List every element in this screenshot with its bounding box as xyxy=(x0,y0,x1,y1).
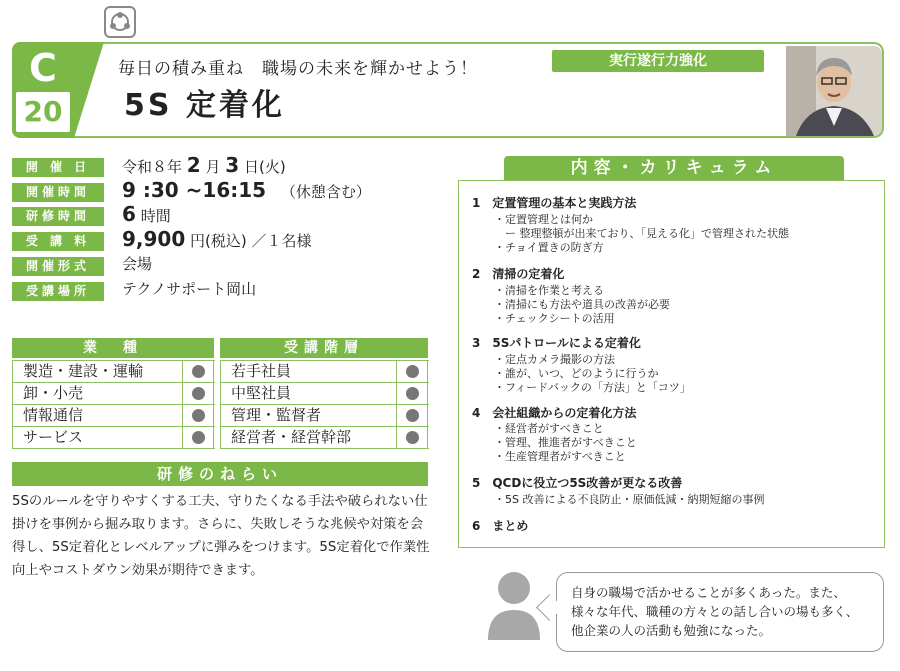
course-title: 5S 定着化 xyxy=(124,88,285,123)
curriculum-item: ・経営者がすべきこと xyxy=(494,422,604,435)
course-code-letter: C xyxy=(29,46,57,90)
format-value: 会場 xyxy=(122,255,153,273)
check-dot xyxy=(406,431,419,444)
industry-header: 業 種 xyxy=(12,338,214,358)
industry-item: 卸・小売 xyxy=(13,383,183,404)
date-month: 2 xyxy=(186,153,201,177)
aims-header: 研修のねらい xyxy=(12,462,428,486)
check-dot xyxy=(192,409,205,422)
curriculum-section: 3 5Sパトロールによる定着化 xyxy=(472,336,641,350)
date-label: 開 催 日 xyxy=(12,158,104,177)
table-row xyxy=(221,383,429,405)
curriculum-section: 4 会社組織からの定着化方法 xyxy=(472,406,637,420)
course-code-number: 20 xyxy=(16,92,70,132)
testimonial-bubble: 自身の職場で活かせることが多くあった。また、様々な年代、職種の方々との話し合いの場も多く、他企業の人の活動も勉強になった。 xyxy=(556,572,884,652)
category-badge: 実行遂行力強化 xyxy=(552,50,764,72)
venue-label: 受講場所 xyxy=(12,282,104,301)
check-cell xyxy=(183,361,214,382)
date-month-unit: 月 xyxy=(205,158,221,176)
curriculum-section: 5 QCDに役立つ5S改善が更なる改善 xyxy=(472,476,683,490)
time-label: 開催時間 xyxy=(12,183,104,202)
check-dot xyxy=(406,409,419,422)
time-note: （休憩含む） xyxy=(280,183,371,201)
table-row xyxy=(13,427,215,449)
fee-row xyxy=(122,228,312,252)
level-item: 中堅社員 xyxy=(221,383,397,404)
hours-row xyxy=(122,203,171,227)
date-value xyxy=(122,154,286,178)
curriculum-section: 6 まとめ xyxy=(472,519,529,533)
curriculum-item: ・定点カメラ撮影の方法 xyxy=(494,353,615,366)
format-label: 開催形式 xyxy=(12,257,104,276)
curriculum-item: ・チェックシートの活用 xyxy=(494,312,615,325)
curriculum-section: 2 清掃の定着化 xyxy=(472,267,565,281)
date-day: 3 xyxy=(225,153,240,177)
curriculum-item: ・管理、推進者がすべきこと xyxy=(494,436,637,449)
aims-text: 5Sのルールを守りやすくする工夫、守りたくなる手法や破られない仕掛けを事例から掘み取ります。さらに、失敗しそうな兆候や対策を会得し、5S定着化とレベルアップに弾みをつけます。5S定着化で作業性向上やコストダウン効果が期待できます。 xyxy=(12,494,430,578)
check-dot xyxy=(192,431,205,444)
curriculum-header: 内容・カリキュラム xyxy=(504,156,844,180)
instructor-photo xyxy=(786,46,882,136)
curriculum-section: 1 定置管理の基本と実践方法 xyxy=(472,196,637,210)
course-subtitle: 毎日の積み重ね 職場の未来を輝かせよう！ xyxy=(118,59,478,79)
check-cell xyxy=(183,427,214,448)
curriculum-item: ・誰が、いつ、どのように行うか xyxy=(494,367,659,380)
industry-table xyxy=(12,360,215,449)
curriculum-item: ・生産管理者がすべきこと xyxy=(494,450,626,463)
hours-value: 6 xyxy=(122,202,136,226)
level-item: 経営者・経営幹部 xyxy=(221,427,397,448)
curriculum-item: ・清掃にも方法や道具の改善が必要 xyxy=(494,298,670,311)
venue-value: テクノサポート岡山 xyxy=(122,280,257,298)
fee-value: 9,900 xyxy=(122,227,186,251)
level-table xyxy=(220,360,429,449)
table-row xyxy=(221,405,429,427)
check-cell xyxy=(183,405,214,426)
date-day-unit: 日(火) xyxy=(244,158,286,176)
curriculum-item: ・5S 改善による不良防止・原価低減・納期短縮の事例 xyxy=(494,493,765,506)
level-item: 管理・監督者 xyxy=(221,405,397,426)
level-item: 若手社員 xyxy=(221,361,397,382)
date-prefix: 令和８年 xyxy=(122,158,183,176)
check-dot xyxy=(192,387,205,400)
curriculum-item: ・清掃を作業と考える xyxy=(494,284,604,297)
check-dot xyxy=(192,365,205,378)
check-cell xyxy=(397,361,428,382)
check-cell xyxy=(397,405,428,426)
table-row xyxy=(13,383,215,405)
table-row xyxy=(13,405,215,427)
industry-item: 製造・建設・運輸 xyxy=(13,361,183,382)
check-cell xyxy=(397,427,428,448)
industry-item: サービス xyxy=(13,427,183,448)
fee-unit: 円(税込) ／１名様 xyxy=(190,232,312,250)
check-cell xyxy=(397,383,428,404)
curriculum-item: ー 整理整頓が出来ており、「見える化」で管理された状態 xyxy=(494,227,789,240)
check-dot xyxy=(406,365,419,378)
curriculum-item: ・定置管理とは何か xyxy=(494,213,593,226)
time-value-row xyxy=(122,179,371,203)
hours-unit: 時間 xyxy=(140,207,171,225)
curriculum-item: ・フィードバックの「方法」と「コツ」 xyxy=(494,381,691,394)
curriculum-item: ・チョイ置きの防ぎ方 xyxy=(494,241,604,254)
table-row xyxy=(13,361,215,383)
table-row xyxy=(221,361,429,383)
table-row xyxy=(221,427,429,449)
fee-label: 受 講 料 xyxy=(12,232,104,251)
industry-item: 情報通信 xyxy=(13,405,183,426)
group-meeting-icon xyxy=(104,6,136,38)
time-value: 9 :30 ~16:15 xyxy=(122,178,267,202)
person-silhouette-icon xyxy=(486,568,542,640)
hours-label: 研修時間 xyxy=(12,207,104,226)
check-cell xyxy=(183,383,214,404)
check-dot xyxy=(406,387,419,400)
level-header: 受講階層 xyxy=(220,338,428,358)
